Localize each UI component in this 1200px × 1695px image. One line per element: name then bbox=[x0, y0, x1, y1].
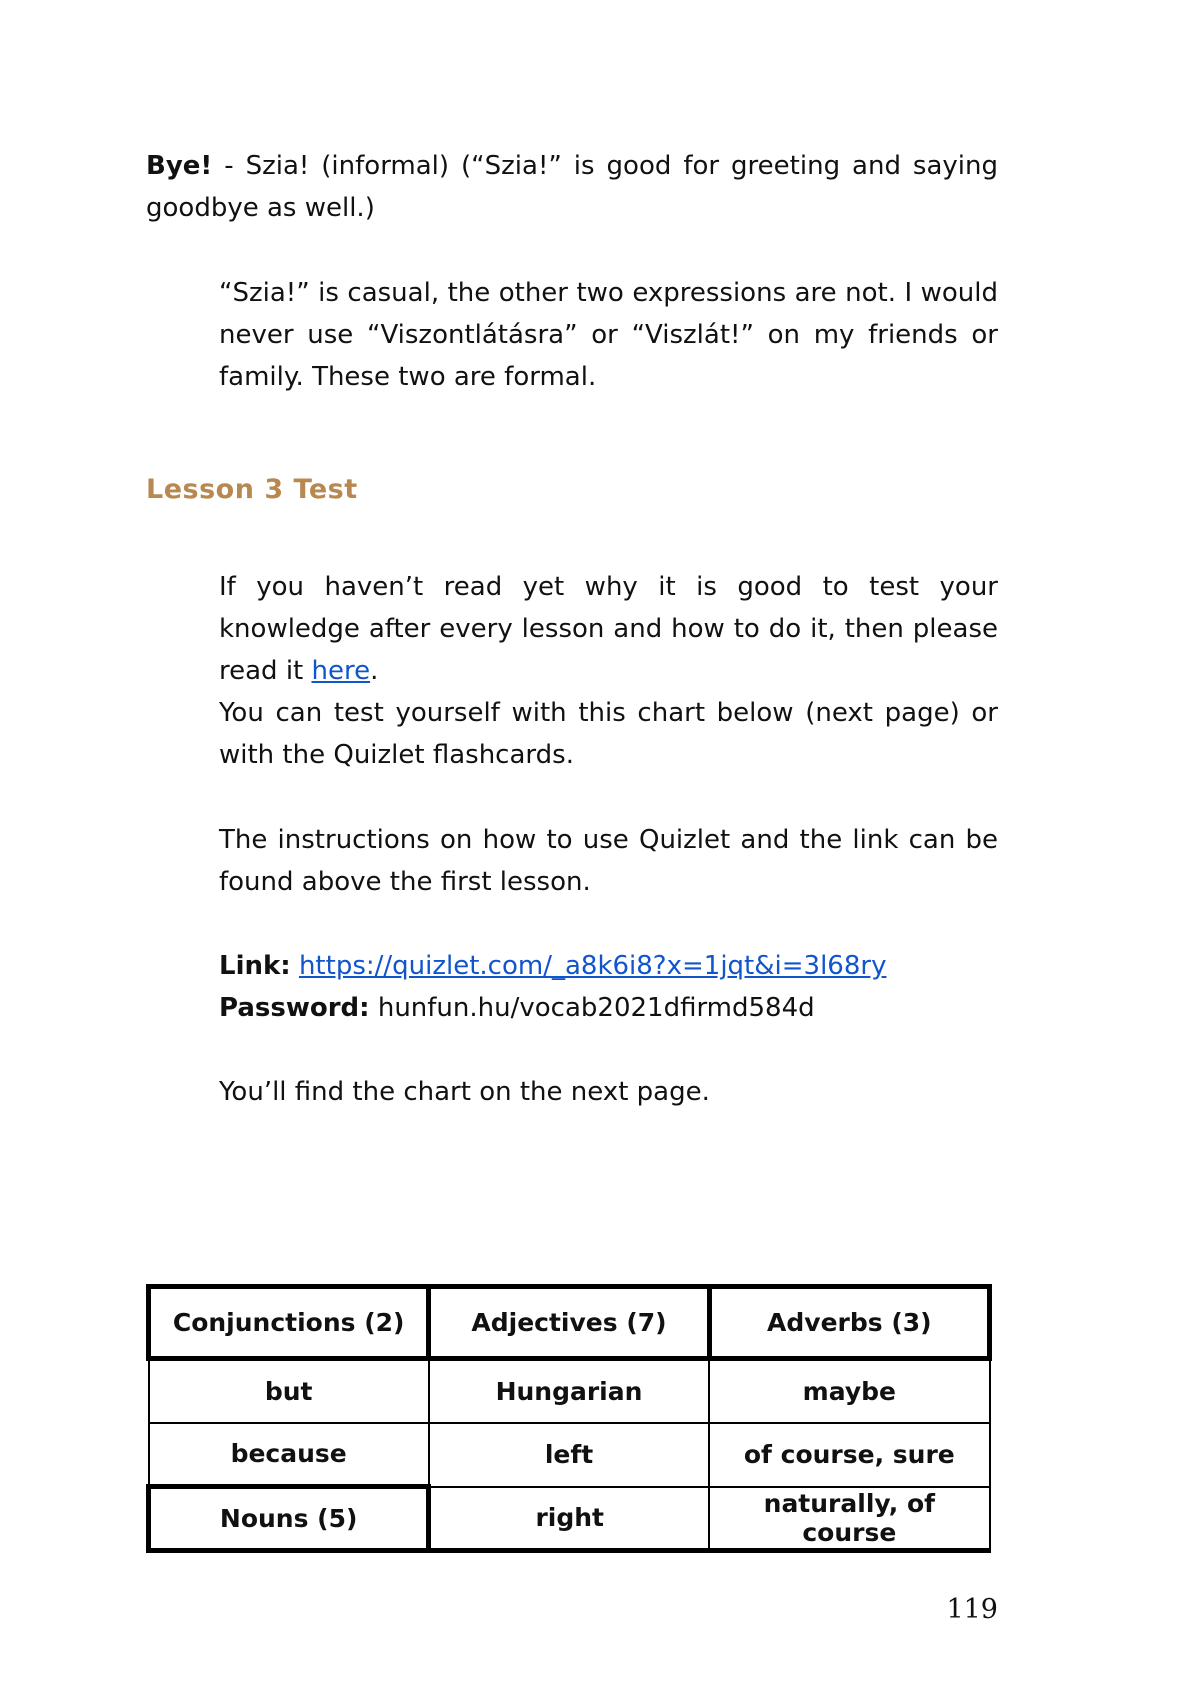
table-cell: but bbox=[149, 1359, 429, 1423]
table-cell: of course, sure bbox=[709, 1423, 989, 1487]
lesson-intro-text: If you haven’t read yet why it is good to test your knowledge after every lesson and how to do it, then please read it bbox=[219, 572, 998, 686]
lesson-heading: Lesson 3 Test bbox=[146, 474, 358, 505]
password-line bbox=[219, 987, 998, 1029]
table-row bbox=[149, 1487, 990, 1551]
link-label: Link: bbox=[219, 951, 291, 981]
test-yourself-paragraph: You can test yourself with this chart below (next page) or with the Quizlet flashcards. bbox=[219, 698, 998, 770]
password-label: Password: bbox=[219, 993, 370, 1023]
lesson-intro-end: . bbox=[370, 656, 379, 686]
here-link[interactable]: here bbox=[311, 656, 371, 686]
link-line bbox=[219, 945, 998, 987]
table-row bbox=[149, 1359, 990, 1423]
szia-note-paragraph: “Szia!” is casual, the other two expressions are not. I would never use “Viszontlátásra” or “Viszlát!” on my friends or family. These two are formal. bbox=[219, 278, 998, 392]
next-page-paragraph: You’ll find the chart on the next page. bbox=[219, 1077, 710, 1107]
table-cell: maybe bbox=[709, 1359, 989, 1423]
table-cell: because bbox=[149, 1423, 429, 1487]
credentials bbox=[219, 945, 998, 1029]
table-cell: right bbox=[429, 1487, 709, 1551]
lesson-intro-paragraph bbox=[219, 566, 998, 692]
table-cell: left bbox=[429, 1423, 709, 1487]
page-number: 119 bbox=[946, 1594, 998, 1625]
table-header-cell: Adverbs (3) bbox=[709, 1287, 989, 1359]
table-category-cell: Nouns (5) bbox=[149, 1487, 429, 1551]
quizlet-link[interactable]: https://quizlet.com/_a8k6i8?x=1jqt&i=3l68ry bbox=[298, 951, 887, 981]
table-cell: naturally, of course bbox=[709, 1487, 989, 1551]
vocab-table bbox=[146, 1284, 992, 1553]
table-header-row bbox=[149, 1287, 990, 1359]
table-header-cell: Conjunctions (2) bbox=[149, 1287, 429, 1359]
table-header-cell: Adjectives (7) bbox=[429, 1287, 709, 1359]
table-cell: Hungarian bbox=[429, 1359, 709, 1423]
bye-paragraph bbox=[146, 145, 998, 229]
table-row bbox=[149, 1423, 990, 1487]
password-value: hunfun.hu/vocab2021dfirmd584d bbox=[377, 993, 815, 1023]
bye-text: - Szia! (informal) (“Szia!” is good for greeting and saying goodbye as well.) bbox=[146, 151, 998, 223]
instructions-paragraph: The instructions on how to use Quizlet and the link can be found above the first lesson. bbox=[219, 825, 998, 897]
bye-term: Bye! bbox=[146, 151, 213, 181]
